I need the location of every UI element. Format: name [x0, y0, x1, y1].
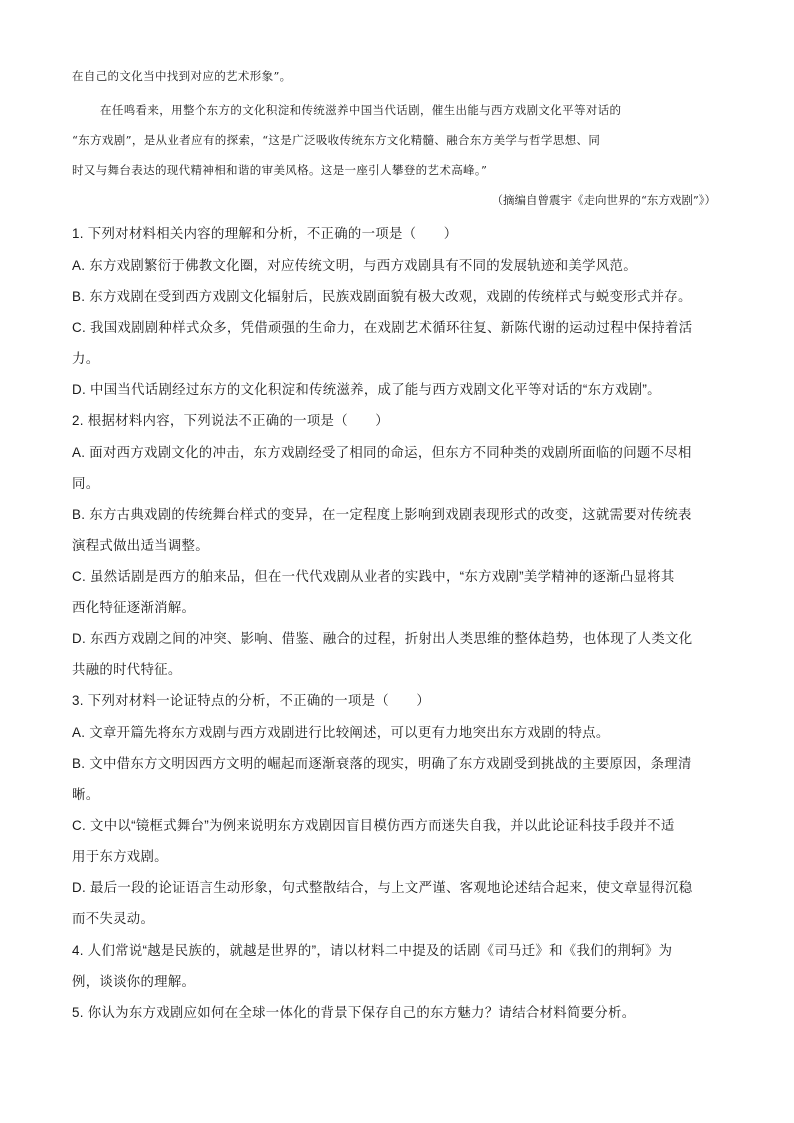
passage-line: 时又与舞台表达的现代精神相和谐的审美风格。这是一座引人攀登的艺术高峰。” — [72, 163, 488, 177]
question-3-option-a: A. 文章开篇先将东方戏剧与西方戏剧进行比较阐述，可以更有力地突出东方戏剧的特点。 — [72, 725, 610, 740]
question-2-option-d-cont: 共融的时代特征。 — [72, 662, 182, 677]
question-2-stem: 2. 根据材料内容，下列说法不正确的一项是（ ） — [72, 413, 389, 428]
question-2-option-b-cont: 演程式做出适当调整。 — [72, 538, 209, 553]
question-2-option-d: D. 东西方戏剧之间的冲突、影响、借鉴、融合的过程，折射出人类思维的整体趋势，也体现了人类文化 — [72, 631, 693, 646]
question-3-option-c: C. 文中以“镜框式舞台”为例来说明东方戏剧因盲目模仿西方而迷失自我，并以此论证科技手段并不适 — [72, 818, 675, 833]
source-citation: （摘编自曾震宇《走向世界的“东方戏剧”》） — [491, 193, 716, 207]
question-2-option-a-cont: 同。 — [72, 476, 100, 491]
question-3-option-c-cont: 用于东方戏剧。 — [72, 849, 168, 864]
question-2-option-c-cont: 西化特征逐渐消解。 — [72, 600, 196, 615]
question-1-stem: 1. 下列对材料相关内容的理解和分析，不正确的一项是（ ） — [72, 226, 458, 241]
question-2-option-c: C. 虽然话剧是西方的舶来品，但在一代代戏剧从业者的实践中，“东方戏剧”美学精神的逐渐凸显将其 — [72, 569, 675, 584]
question-5-stem: 5. 你认为东方戏剧应如何在全球一体化的背景下保存自己的东方魅力？请结合材料简要分析。 — [72, 1005, 636, 1020]
question-4-stem: 4. 人们常说“越是民族的，就越是世界的”，请以材料二中提及的话剧《司马迁》和《我们的荆轲》为 — [72, 943, 673, 958]
question-3-stem: 3. 下列对材料一论证特点的分析，不正确的一项是（ ） — [72, 693, 431, 708]
question-1-option-a: A. 东方戏剧繁衍于佛教文化圈，对应传统文明，与西方戏剧具有不同的发展轨迹和美学风范。 — [72, 258, 637, 273]
passage-line: “东方戏剧”，是从业者应有的探索，“这是广泛吸收传统东方文化精髓、融合东方美学与哲学思想、同 — [72, 133, 601, 147]
question-3-option-d: D. 最后一段的论证语言生动形象，句式整散结合，与上文严谨、客观地论述结合起来，使文章显得沉稳 — [72, 880, 693, 895]
passage-line: 在任鸣看来，用整个东方的文化积淀和传统滋养中国当代话剧，催生出能与西方戏剧文化平等对话的 — [100, 103, 622, 117]
question-1-option-b: B. 东方戏剧在受到西方戏剧文化辐射后，民族戏剧面貌有极大改观，戏剧的传统样式与蜕变形式并存。 — [72, 289, 692, 304]
question-1-option-c: C. 我国戏剧剧种样式众多，凭借顽强的生命力，在戏剧艺术循环往复、新陈代谢的运动过程中保持着活 — [72, 320, 693, 335]
question-3-option-b: B. 文中借东方文明因西方文明的崛起而逐渐衰落的现实，明确了东方戏剧受到挑战的主要原因，条理清 — [72, 756, 692, 771]
question-4-stem-cont: 例，谈谈你的理解。 — [72, 974, 196, 989]
question-1-option-c-cont: 力。 — [72, 351, 100, 366]
question-2-option-a: A. 面对西方戏剧文化的冲击，东方戏剧经受了相同的命运，但东方不同种类的戏剧所面临的问题不尽相 — [72, 445, 692, 460]
question-1-option-d: D. 中国当代话剧经过东方的文化积淀和传统滋养，成了能与西方戏剧文化平等对话的“东方戏剧”。 — [72, 382, 661, 397]
passage-line: 在自己的文化当中找到对应的艺术形象”。 — [72, 69, 292, 83]
question-3-option-b-cont: 晰。 — [72, 787, 100, 802]
question-2-option-b: B. 东方古典戏剧的传统舞台样式的变异，在一定程度上影响到戏剧表现形式的改变，这就需要对传统表 — [72, 507, 692, 522]
question-3-option-d-cont: 而不失灵动。 — [72, 911, 155, 926]
